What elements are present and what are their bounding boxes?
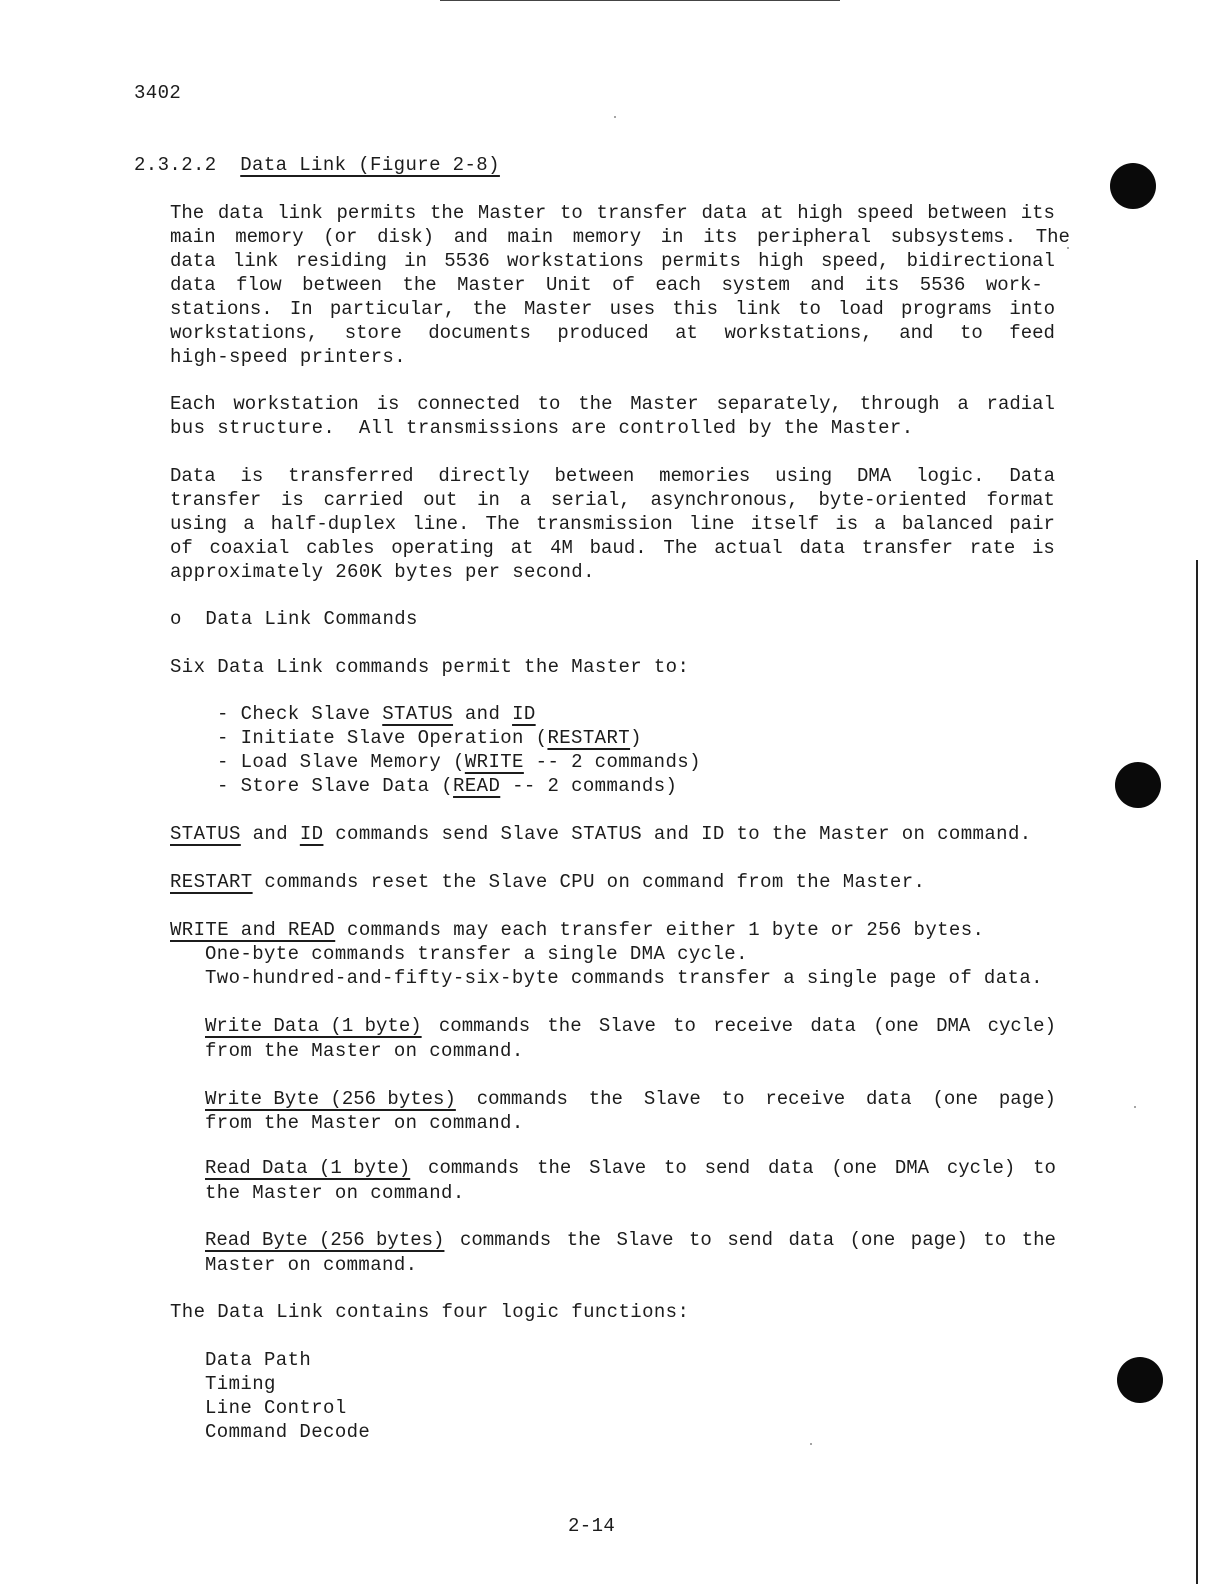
word: memories	[659, 465, 751, 487]
word: Each	[170, 393, 216, 415]
word: The	[1035, 226, 1070, 248]
word: documents	[428, 322, 531, 344]
word: data	[810, 1015, 856, 1037]
keyword: RESTART	[170, 871, 253, 893]
command-list-item	[217, 750, 701, 774]
paragraph-line: One-byte commands transfer a single DMA cycle.	[205, 943, 748, 965]
paragraph-line	[170, 488, 1055, 512]
word: at	[510, 537, 534, 559]
word: a	[957, 393, 969, 415]
word: at	[675, 322, 698, 344]
word: Slave	[598, 1015, 656, 1037]
word: data	[866, 1088, 912, 1110]
word: data	[788, 1229, 835, 1251]
word: permits	[661, 250, 741, 272]
word: workstations,	[170, 322, 319, 344]
item-text: -- 2 commands)	[523, 751, 701, 773]
word: the	[1021, 1229, 1056, 1251]
text: and	[240, 823, 300, 845]
word: high	[797, 202, 843, 224]
word: speed,	[821, 250, 890, 272]
word: between	[554, 465, 635, 487]
restart-command-description	[170, 870, 925, 894]
item-text: - Load Slave Memory (	[217, 751, 465, 773]
word: link	[232, 250, 279, 272]
word: Slave	[643, 1088, 701, 1110]
paragraph-line: from the Master on command.	[205, 1040, 524, 1062]
word: carried	[323, 489, 404, 511]
word: in	[477, 489, 500, 511]
word: DMA	[936, 1015, 971, 1037]
word: workstation	[233, 393, 359, 415]
word: send	[727, 1229, 773, 1251]
paragraph-line: bus structure. All transmissions are controlled by the Master.	[170, 417, 914, 439]
word: speed	[856, 202, 914, 224]
word: peripheral	[757, 226, 872, 248]
word: to	[537, 393, 561, 415]
commands-heading-text: Data Link Commands	[205, 608, 418, 630]
text: commands reset the Slave CPU on command from the Master.	[252, 871, 926, 893]
word: data	[170, 274, 216, 296]
text: commands send Slave STATUS and ID to the Master on command.	[323, 823, 1032, 845]
item-text: - Initiate Slave Operation (	[217, 727, 548, 749]
item-keyword: WRITE	[464, 751, 524, 773]
word: radial	[986, 393, 1055, 415]
word: commands	[428, 1157, 520, 1179]
paragraph-line: Two-hundred-and-fifty-six-byte commands transfer a single page of data.	[205, 967, 1043, 989]
word: 5536	[919, 274, 966, 296]
word: is	[835, 513, 859, 535]
keyword: Read Data (1 byte)	[205, 1157, 411, 1179]
word: Data	[170, 465, 216, 487]
word: to	[689, 1229, 712, 1251]
keyword: Write Data (1 byte)	[205, 1015, 422, 1037]
word: workstations,	[724, 322, 873, 344]
word: between	[302, 274, 382, 296]
word: a	[519, 489, 532, 511]
paragraph-line	[170, 273, 1043, 297]
paragraph-line	[205, 1014, 1056, 1038]
word: DMA	[894, 1157, 930, 1179]
word: cycle)	[946, 1157, 1016, 1179]
word: Unit	[546, 274, 592, 296]
word: itself	[750, 513, 820, 535]
word: in	[660, 226, 684, 248]
word: commands	[438, 1015, 531, 1037]
word: to	[721, 1088, 745, 1110]
word: In	[289, 298, 313, 320]
word: 5536	[444, 250, 490, 272]
word: residing	[295, 250, 387, 272]
word: separately,	[716, 393, 842, 415]
word: receive	[765, 1088, 846, 1110]
word: Master	[630, 393, 699, 415]
word: Master	[523, 298, 593, 320]
item-keyword: READ	[453, 775, 501, 797]
word: The	[170, 202, 205, 224]
keyword: Write Byte (256 bytes)	[205, 1088, 456, 1110]
word: The	[485, 513, 520, 535]
word: the	[472, 298, 507, 320]
word: its	[865, 274, 900, 296]
punch-hole-bottom	[1117, 1357, 1163, 1403]
word: the	[566, 1229, 601, 1251]
word: feed	[1009, 322, 1055, 344]
keyword: ID	[299, 823, 324, 845]
word: Slave	[589, 1157, 647, 1179]
word: its	[703, 226, 738, 248]
word: and	[810, 274, 845, 296]
word: asynchronous,	[650, 489, 799, 511]
word: uses	[609, 298, 656, 320]
paragraph-line	[170, 536, 1055, 560]
word: link	[735, 298, 781, 320]
word: particular,	[329, 298, 456, 320]
item-text: - Store Slave Data (	[217, 775, 454, 797]
right-edge-rule	[1196, 560, 1198, 1584]
paragraph-line	[205, 1228, 1056, 1252]
paragraph-line	[170, 464, 1055, 488]
keyword: STATUS	[170, 823, 241, 845]
word: flow	[236, 274, 282, 296]
word: bidirectional	[906, 250, 1055, 272]
word: a	[874, 513, 886, 535]
word: to	[560, 202, 583, 224]
list-item: Timing	[205, 1373, 276, 1395]
keyword: WRITE and READ	[170, 919, 336, 941]
word: produced	[557, 322, 649, 344]
item-text: - Check Slave	[217, 703, 383, 725]
word: to	[663, 1157, 687, 1179]
word: main	[507, 226, 554, 248]
word: data	[701, 202, 748, 224]
word: The	[663, 537, 698, 559]
word: system	[721, 274, 790, 296]
item-keyword: ID	[512, 703, 536, 725]
item-text: )	[630, 727, 642, 749]
paragraph-line	[170, 249, 1055, 273]
word: load	[838, 298, 884, 320]
word: each	[655, 274, 701, 296]
item-keyword: STATUS	[382, 703, 454, 725]
word: through	[859, 393, 940, 415]
paragraph-line: approximately 260K bytes per second.	[170, 561, 595, 583]
word: the	[430, 202, 465, 224]
functions-intro: The Data Link contains four logic functions:	[170, 1301, 690, 1323]
word: using	[775, 465, 833, 487]
paragraph-line	[170, 297, 1055, 321]
word: (one	[849, 1229, 896, 1251]
word: store	[344, 322, 402, 344]
word: to	[959, 322, 983, 344]
word: is	[240, 465, 264, 487]
word: coaxial	[209, 537, 290, 559]
word: format	[986, 489, 1055, 511]
list-item: Command Decode	[205, 1421, 371, 1443]
word: to	[673, 1015, 696, 1037]
word: memory	[235, 226, 304, 248]
word: permits	[336, 202, 417, 224]
word: Master	[477, 202, 547, 224]
word: and	[899, 322, 934, 344]
word: to	[798, 298, 821, 320]
word: commands	[476, 1088, 568, 1110]
word: connected	[417, 393, 520, 415]
word: the	[547, 1015, 582, 1037]
word: actual	[714, 537, 783, 559]
word: half-duplex	[270, 513, 397, 535]
word: of	[612, 274, 635, 296]
item-keyword: RESTART	[547, 727, 631, 749]
page-number-bottom: 2-14	[568, 1515, 616, 1537]
word: to	[1033, 1157, 1056, 1179]
word: is	[280, 489, 304, 511]
word: to	[983, 1229, 1007, 1251]
top-edge-rule	[440, 0, 840, 1]
word: serial,	[550, 489, 631, 511]
paragraph-line	[170, 512, 1055, 536]
command-list-item	[217, 726, 642, 750]
word: link	[277, 202, 323, 224]
word: using	[170, 513, 228, 535]
text: commands may each transfer either 1 byte or 256 bytes.	[335, 919, 985, 941]
bullet: o	[170, 608, 182, 630]
word: is	[1032, 537, 1055, 559]
word: (or	[323, 226, 358, 248]
word: of	[170, 537, 193, 559]
word: Data	[1009, 465, 1055, 487]
word: programs	[900, 298, 993, 320]
word: data	[217, 202, 264, 224]
item-text: -- 2 commands)	[500, 775, 678, 797]
word: 4M	[550, 537, 573, 559]
word: this	[672, 298, 719, 320]
page-number-top: 3402	[134, 82, 182, 104]
word: line	[688, 513, 735, 535]
commands-heading	[170, 607, 418, 631]
word: a	[243, 513, 255, 535]
word: logic.	[916, 465, 985, 487]
word: data	[799, 537, 846, 559]
word: balanced	[901, 513, 994, 535]
word: high	[758, 250, 804, 272]
word: transfer	[596, 202, 688, 224]
word: the	[588, 1088, 623, 1110]
word: its	[1020, 202, 1055, 224]
section-number: 2.3.2.2	[134, 154, 217, 176]
word: page)	[910, 1229, 968, 1251]
word: memory	[572, 226, 642, 248]
punch-hole-middle	[1115, 762, 1161, 808]
word: between	[927, 202, 1008, 224]
paragraph-line	[170, 392, 1055, 416]
word: out	[423, 489, 458, 511]
section-title: Data Link (Figure 2-8)	[240, 154, 500, 176]
punch-hole-top	[1110, 163, 1156, 209]
word: transferred	[288, 465, 414, 487]
paragraph-line	[170, 321, 1055, 345]
paragraph-line	[205, 1087, 1056, 1111]
word: (one	[831, 1157, 878, 1179]
word: the	[578, 393, 613, 415]
word: stations.	[170, 298, 273, 320]
commands-intro: Six Data Link commands permit the Master to:	[170, 656, 690, 678]
word: data	[767, 1157, 814, 1179]
paragraph-line	[170, 225, 1070, 249]
scan-speck	[810, 1443, 812, 1445]
word: byte-oriented	[818, 489, 967, 511]
word: pair	[1009, 513, 1055, 535]
word: Master	[457, 274, 526, 296]
word: at	[760, 202, 784, 224]
word: send	[704, 1157, 751, 1179]
word: the	[537, 1157, 572, 1179]
paragraph-line	[170, 201, 1055, 225]
word: cycle)	[987, 1015, 1056, 1037]
command-list-item	[217, 702, 536, 726]
paragraph-line: Master on command.	[205, 1254, 418, 1276]
paragraph-line: the Master on command.	[205, 1182, 465, 1204]
word: cables	[306, 537, 375, 559]
word: workstations	[507, 250, 644, 272]
keyword: Read Byte (256 bytes)	[205, 1229, 445, 1251]
word: operating	[391, 537, 494, 559]
word: commands	[459, 1229, 552, 1251]
word: and	[453, 226, 488, 248]
word: line.	[412, 513, 470, 535]
scan-speck	[614, 116, 616, 118]
paragraph-line: high-speed printers.	[170, 346, 407, 368]
word: baud.	[589, 537, 647, 559]
word: into	[1009, 298, 1055, 320]
word: data	[170, 250, 216, 272]
list-item: Data Path	[205, 1349, 312, 1371]
word: (one	[932, 1088, 979, 1110]
command-list-item	[217, 774, 677, 798]
list-item: Line Control	[205, 1397, 347, 1419]
scan-speck	[1134, 1106, 1136, 1108]
word: main	[170, 226, 216, 248]
word: the	[402, 274, 437, 296]
word: in	[404, 250, 427, 272]
word: Slave	[616, 1229, 674, 1251]
word: DMA	[857, 465, 892, 487]
paragraph-line: from the Master on command.	[205, 1112, 524, 1134]
section-heading	[134, 153, 500, 177]
word: (one	[873, 1015, 919, 1037]
word: rate	[969, 537, 1016, 559]
word: is	[376, 393, 400, 415]
word: transfer	[170, 489, 262, 511]
paragraph-line	[205, 1156, 1056, 1180]
word: page)	[998, 1088, 1056, 1110]
word: disk)	[377, 226, 435, 248]
word: receive	[713, 1015, 794, 1037]
word: subsystems.	[890, 226, 1017, 248]
word: transfer	[861, 537, 953, 559]
word: work-	[985, 274, 1043, 296]
paragraph-line	[170, 918, 984, 942]
item-text: and	[453, 703, 513, 725]
word: directly	[438, 465, 530, 487]
status-command-description	[170, 822, 1032, 846]
word: transmission	[535, 513, 673, 535]
